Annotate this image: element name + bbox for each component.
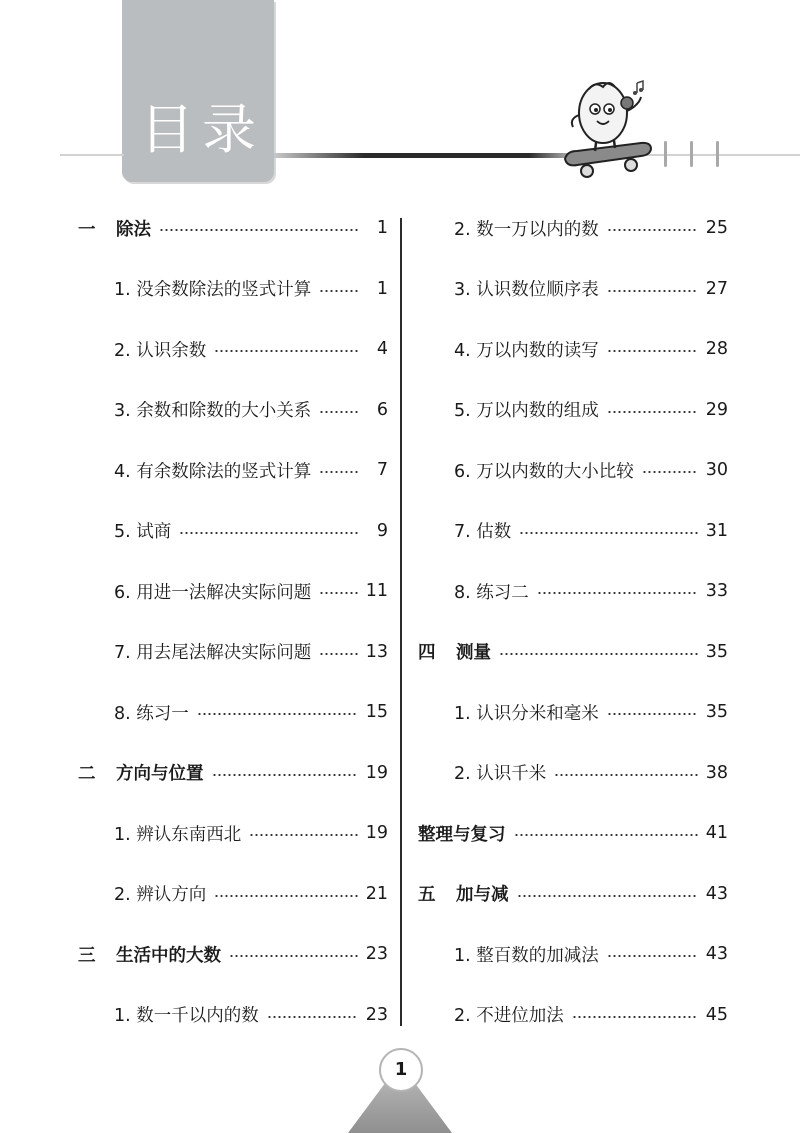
chapter-number: 三 bbox=[78, 945, 96, 966]
dot-leader bbox=[214, 350, 358, 352]
toc-section-entry[interactable] bbox=[418, 319, 728, 380]
toc-section-entry[interactable] bbox=[78, 380, 388, 441]
dot-leader bbox=[607, 411, 698, 413]
toc-section-entry[interactable] bbox=[78, 259, 388, 320]
dot-leader bbox=[642, 471, 698, 473]
toc-entry-title: 1. 没余数除法的竖式计算 bbox=[114, 280, 312, 301]
dot-leader bbox=[607, 350, 698, 352]
dot-leader bbox=[197, 713, 358, 715]
toc-entry-title: 6. 用进一法解决实际问题 bbox=[114, 582, 312, 603]
toc-chapter-entry[interactable] bbox=[78, 743, 388, 804]
toc-page-number: 45 bbox=[705, 1004, 728, 1025]
toc-chapter-entry[interactable] bbox=[418, 803, 728, 864]
toc-entry-title: 8. 练习二 bbox=[454, 582, 529, 603]
toc-page-number: 27 bbox=[705, 278, 728, 299]
toc-page-number: 43 bbox=[705, 944, 728, 965]
toc-section-entry[interactable] bbox=[78, 319, 388, 380]
toc-entry-title: 6. 万以内数的大小比较 bbox=[454, 461, 634, 482]
toc-chapter-entry[interactable] bbox=[418, 864, 728, 925]
dot-leader bbox=[229, 955, 358, 957]
toc-page-number: 9 bbox=[376, 520, 388, 541]
toc-section-entry[interactable] bbox=[418, 924, 728, 985]
dot-leader bbox=[159, 229, 358, 231]
toc-section-entry[interactable] bbox=[418, 198, 728, 259]
toc-entry-title: 2. 辨认方向 bbox=[114, 885, 207, 906]
toc-entry-title: 2. 不进位加法 bbox=[454, 1006, 564, 1027]
dot-leader bbox=[319, 653, 357, 655]
toc-entry-title: 7. 用去尾法解决实际问题 bbox=[114, 643, 312, 664]
toc-entry-title: 除法 bbox=[116, 219, 151, 240]
toc-section-entry[interactable] bbox=[418, 682, 728, 743]
dot-leader bbox=[499, 653, 698, 655]
toc-page-number: 38 bbox=[705, 762, 728, 783]
toc-page-number: 19 bbox=[365, 762, 388, 783]
toc-section-entry[interactable] bbox=[418, 440, 728, 501]
header-rule bbox=[274, 153, 574, 158]
page-title: 目录 bbox=[140, 98, 264, 161]
toc-page-number: 7 bbox=[376, 460, 388, 481]
dot-leader bbox=[319, 592, 357, 594]
toc-page-number: 33 bbox=[705, 581, 728, 602]
toc-section-entry[interactable] bbox=[418, 561, 728, 622]
chapter-number: 四 bbox=[418, 643, 436, 664]
dot-leader bbox=[537, 592, 698, 594]
toc-chapter-entry[interactable] bbox=[78, 924, 388, 985]
toc-page-number: 1 bbox=[376, 278, 388, 299]
toc-page-number: 30 bbox=[705, 460, 728, 481]
toc-section-entry[interactable] bbox=[418, 259, 728, 320]
toc-page-number: 35 bbox=[705, 641, 728, 662]
mascot-skateboard-illustration bbox=[555, 75, 665, 187]
toc-section-entry[interactable] bbox=[78, 985, 388, 1046]
toc-page-number: 11 bbox=[365, 581, 388, 602]
dot-leader bbox=[212, 774, 358, 776]
toc-section-entry[interactable] bbox=[418, 380, 728, 441]
toc-chapter-entry[interactable] bbox=[78, 198, 388, 259]
dot-leader bbox=[319, 290, 358, 292]
toc-entry-title: 2. 认识千米 bbox=[454, 764, 547, 785]
header-rule-left bbox=[60, 154, 124, 156]
toc-section-entry[interactable] bbox=[78, 440, 388, 501]
toc-entry-title: 1. 整百数的加减法 bbox=[454, 945, 599, 966]
rule-tick bbox=[690, 141, 693, 167]
dot-leader bbox=[519, 532, 697, 534]
toc-entry-title: 1. 数一千以内的数 bbox=[114, 1006, 259, 1027]
dot-leader bbox=[607, 713, 698, 715]
toc-entry-title: 生活中的大数 bbox=[116, 945, 221, 966]
toc-section-entry[interactable] bbox=[418, 743, 728, 804]
toc-left-column bbox=[78, 198, 388, 1045]
toc-chapter-entry[interactable] bbox=[418, 622, 728, 683]
toc-section-entry[interactable] bbox=[418, 985, 728, 1046]
toc-section-entry[interactable] bbox=[78, 622, 388, 683]
toc-section-entry[interactable] bbox=[78, 864, 388, 925]
toc-entry-title: 5. 试商 bbox=[114, 522, 172, 543]
toc-page-number: 35 bbox=[705, 702, 728, 723]
toc-section-entry[interactable] bbox=[78, 561, 388, 622]
toc-page-number: 6 bbox=[376, 399, 388, 420]
chapter-number: 五 bbox=[418, 885, 436, 906]
toc-page-number: 28 bbox=[705, 339, 728, 360]
toc-entry-title: 3. 认识数位顺序表 bbox=[454, 280, 599, 301]
toc-page-number: 15 bbox=[365, 702, 388, 723]
dot-leader bbox=[607, 229, 698, 231]
toc-entry-title: 7. 估数 bbox=[454, 522, 512, 543]
toc-entry-title: 5. 万以内数的组成 bbox=[454, 401, 599, 422]
toc-page-number: 29 bbox=[705, 399, 728, 420]
toc-page-number: 4 bbox=[376, 339, 388, 360]
toc-entry-title: 8. 练习一 bbox=[114, 703, 189, 724]
toc-entry-title: 4. 有余数除法的竖式计算 bbox=[114, 461, 312, 482]
dot-leader bbox=[214, 895, 357, 897]
toc-right-column bbox=[418, 198, 728, 1045]
toc-entry-title: 整理与复习 bbox=[418, 824, 506, 845]
toc-entry-title: 2. 数一万以内的数 bbox=[454, 219, 599, 240]
toc-page-number: 31 bbox=[705, 520, 728, 541]
chapter-number: 一 bbox=[78, 219, 96, 240]
toc-entry-title: 加与减 bbox=[456, 885, 509, 906]
dot-leader bbox=[607, 290, 698, 292]
toc-page-number: 21 bbox=[365, 883, 388, 904]
dot-leader bbox=[249, 834, 357, 836]
toc-page-number: 25 bbox=[705, 218, 728, 239]
toc-section-entry[interactable] bbox=[78, 803, 388, 864]
toc-entry-title: 2. 认识余数 bbox=[114, 340, 207, 361]
toc-entry-title: 1. 辨认东南西北 bbox=[114, 824, 242, 845]
toc-page-number: 19 bbox=[365, 823, 388, 844]
toc-entry-title: 4. 万以内数的读写 bbox=[454, 340, 599, 361]
toc-section-entry[interactable] bbox=[78, 682, 388, 743]
toc-page-number: 23 bbox=[365, 1004, 388, 1025]
toc-entry-title: 测量 bbox=[456, 643, 491, 664]
column-divider bbox=[400, 218, 402, 1026]
dot-leader bbox=[319, 471, 358, 473]
dot-leader bbox=[267, 1016, 358, 1018]
toc-page-number: 23 bbox=[365, 944, 388, 965]
dot-leader bbox=[554, 774, 697, 776]
toc-entry-title: 方向与位置 bbox=[116, 764, 204, 785]
toc-page-number: 41 bbox=[705, 823, 728, 844]
dot-leader bbox=[319, 411, 358, 413]
dot-leader bbox=[572, 1016, 698, 1018]
rule-tick bbox=[716, 141, 719, 167]
dot-leader bbox=[514, 834, 698, 836]
toc-section-entry[interactable] bbox=[78, 501, 388, 562]
dot-leader bbox=[607, 955, 698, 957]
page-number: 1 bbox=[379, 1048, 423, 1092]
chapter-number: 二 bbox=[78, 764, 96, 785]
toc-page-number: 13 bbox=[365, 641, 388, 662]
toc-page-number: 43 bbox=[705, 883, 728, 904]
toc-entry-title: 1. 认识分米和毫米 bbox=[454, 703, 599, 724]
toc-entry-title: 3. 余数和除数的大小关系 bbox=[114, 401, 312, 422]
dot-leader bbox=[517, 895, 698, 897]
dot-leader bbox=[179, 532, 358, 534]
toc-page-number: 1 bbox=[376, 218, 388, 239]
toc-section-entry[interactable] bbox=[418, 501, 728, 562]
